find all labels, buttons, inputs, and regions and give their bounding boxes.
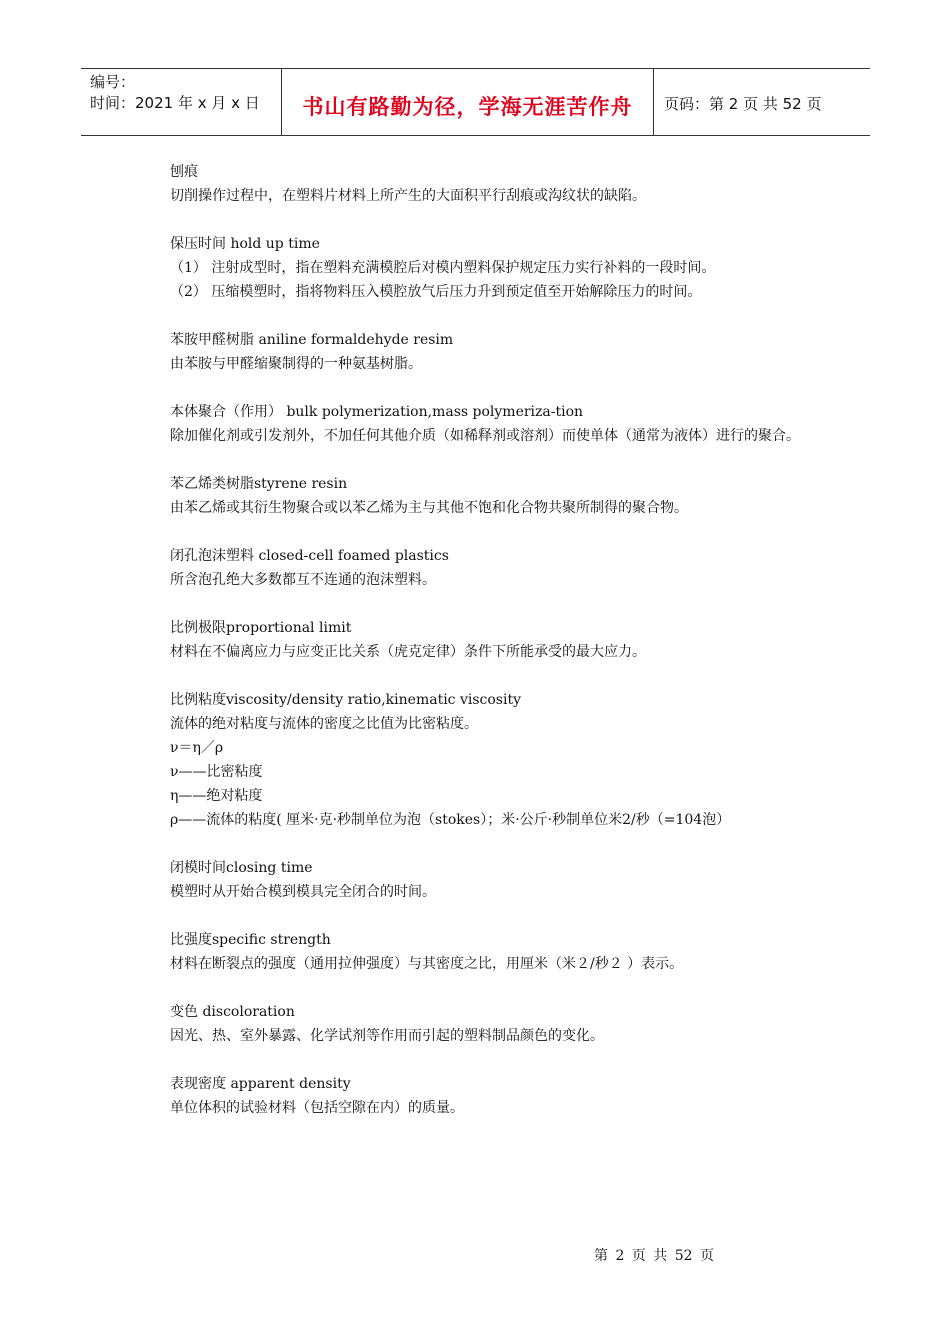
entry-text: 由苯乙烯或其衍生物聚合或以苯乙烯为主与其他不饱和化合物共聚所制得的聚合物。: [170, 500, 688, 516]
entry-text: （2） 压缩模塑时，指将物料压入模腔放气后压力升到预定值至开始解除压力的时间。: [170, 284, 702, 300]
entry-title: 保压时间 hold up time: [170, 236, 320, 252]
entry-title: 苯胺甲醛树脂 aniline formaldehyde resim: [170, 332, 454, 348]
entry-title: 刨痕: [170, 164, 198, 180]
date-label: 时间：2021 年 x 月 x 日: [90, 94, 260, 112]
glossary-entry: [114, 1072, 834, 1120]
page-header: [81, 68, 870, 136]
entry-title: 闭模时间closing time: [170, 860, 313, 876]
glossary-entry: [114, 160, 834, 208]
entry-text: 所含泡孔绝大多数都互不连通的泡沫塑料。: [170, 572, 436, 588]
header-left-cell: [81, 69, 281, 135]
entry-text: 除加催化剂或引发剂外，不加任何其他介质（如稀释剂或溶剂）而使单体（通常为液体）进行的聚合。: [170, 428, 800, 444]
serial-label: 编号：: [90, 73, 136, 91]
entry-title: 比例粘度viscosity/density ratio,kinematic viscosity: [170, 692, 522, 708]
entry-text: 流体的绝对粘度与流体的密度之比值为比密粘度。: [170, 716, 478, 732]
entry-text: 切削操作过程中，在塑料片材料上所产生的大面积平行刮痕或沟纹状的缺陷。: [170, 188, 646, 204]
entry-text: 因光、热、室外暴露、化学试剂等作用而引起的塑料制品颜色的变化。: [170, 1028, 604, 1044]
entry-text: 由苯胺与甲醛缩聚制得的一种氨基树脂。: [170, 356, 422, 372]
header-motto-cell: [281, 69, 654, 135]
glossary-entry: [114, 856, 834, 904]
glossary-entry: [114, 328, 834, 376]
document-body: [114, 160, 834, 1144]
glossary-entry: [114, 544, 834, 592]
entry-title: 比强度specific strength: [170, 932, 331, 948]
entry-title: 闭孔泡沫塑料 closed-cell foamed plastics: [170, 548, 449, 564]
entry-text: 材料在断裂点的强度（通用拉伸强度）与其密度之比，用厘米（米２/秒２ ）表示。: [170, 956, 684, 972]
formula: ν＝η／ρ: [170, 740, 224, 756]
entry-text: 材料在不偏离应力与应变正比关系（虎克定律）条件下所能承受的最大应力。: [170, 644, 646, 660]
page-info: 页码：第 2 页 共 52 页: [664, 95, 822, 113]
glossary-entry: [114, 232, 834, 304]
entry-title: 变色 discoloration: [170, 1004, 295, 1020]
header-page-cell: [654, 69, 870, 135]
entry-title: 苯乙烯类树脂styrene resin: [170, 476, 348, 492]
entry-title: 本体聚合（作用） bulk polymerization,mass polymeriza-tion: [170, 404, 584, 420]
entry-text: 模塑时从开始合模到模具完全闭合的时间。: [170, 884, 436, 900]
glossary-entry: [114, 1000, 834, 1048]
glossary-entry: [114, 616, 834, 664]
glossary-entry: [114, 688, 834, 832]
entry-title: 表现密度 apparent density: [170, 1076, 351, 1092]
formula-term: η——绝对粘度: [170, 788, 263, 804]
glossary-entry: [114, 928, 834, 976]
page-footer: 第 2 页 共 52 页: [594, 1248, 714, 1264]
glossary-entry: [114, 400, 834, 448]
entry-text: 单位体积的试验材料（包括空隙在内）的质量。: [170, 1100, 464, 1116]
entry-text: （1） 注射成型时，指在塑料充满模腔后对模内塑料保护规定压力实行补料的一段时间。: [170, 260, 716, 276]
motto-text: 书山有路勤为径，学海无涯苦作舟: [302, 95, 633, 119]
entry-title: 比例极限proportional limit: [170, 620, 352, 636]
glossary-entry: [114, 472, 834, 520]
formula-term: ν——比密粘度: [170, 764, 263, 780]
formula-term: ρ——流体的粘度( 厘米·克·秒制单位为泡（stokes）；米·公斤·秒制单位米2/秒（=104泡）: [170, 812, 731, 828]
